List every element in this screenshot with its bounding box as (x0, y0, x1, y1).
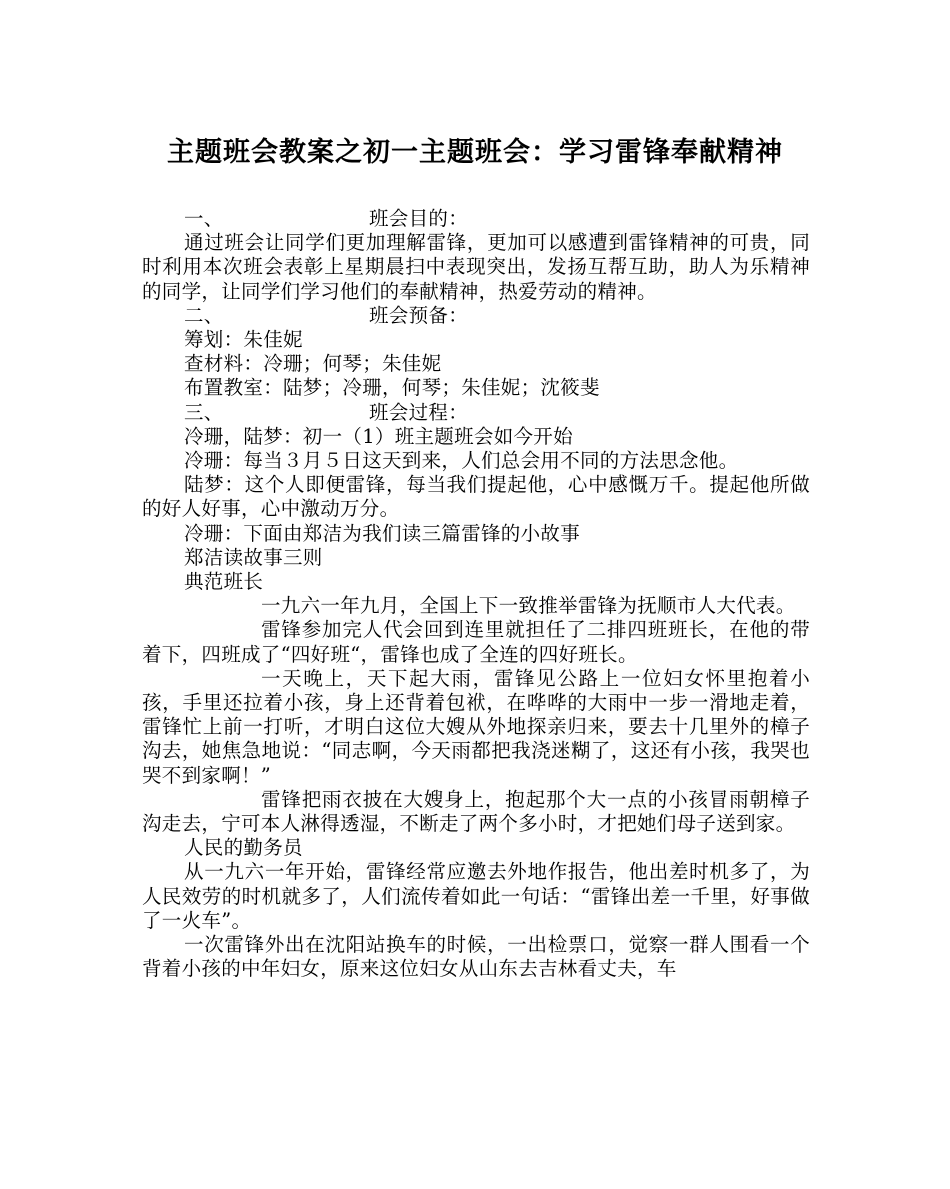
paragraph: 郑洁读故事三则 (184, 545, 323, 569)
story-title: 人民的勤务员 (184, 836, 303, 860)
section-number: 二、 (184, 303, 224, 327)
section-heading-1 (142, 207, 810, 231)
section-heading-3 (142, 401, 810, 425)
section-title: 班会目的： (369, 207, 469, 230)
story-title: 典范班长 (184, 570, 264, 594)
paragraph: 通过班会让同学们更加理解雷锋，更加可以感遭到雷锋精神的可贵，同时利用本次班会表彰上星期晨扫中表现突出，发扬互帮互助，助人为乐精神的同学，让同学们学习他们的奉献精神，热爱劳动的精神。 (142, 231, 810, 303)
paragraph: 冷珊：每当３月５日这天到来，人们总会用不同的方法思念他。 (184, 449, 739, 473)
paragraph: 筹划：朱佳妮 (184, 328, 303, 352)
paragraph: 冷珊：下面由郑洁为我们读三篇雷锋的小故事 (184, 521, 581, 545)
document-body (142, 207, 810, 982)
section-title: 班会过程： (369, 400, 469, 424)
paragraph: 布置教室：陆梦；冷珊，何琴；朱佳妮；沈筱斐 (184, 376, 600, 400)
paragraph: 一次雷锋外出在沈阳站换车的时候，一出检票口，觉察一群人围看一个背着小孩的中年妇女，原来这位妇女从山东去吉林看丈夫，车 (142, 933, 810, 981)
paragraph: 一九六一年九月，全国上下一致推举雷锋为抚顺市人大代表。 (261, 594, 796, 618)
paragraph: 陆梦：这个人即便雷锋，每当我们提起他，心中感慨万千。提起他所做的好人好事，心中激动万分。 (142, 473, 810, 521)
paragraph: 雷锋把雨衣披在大嫂身上，抱起那个大一点的小孩冒雨朝樟子沟走去，宁可本人淋得透湿，不断走了两个多小时，才把她们母子送到家。 (142, 787, 810, 836)
section-heading-2 (142, 304, 810, 328)
section-number: 三、 (184, 400, 224, 424)
section-number: 一、 (184, 207, 224, 230)
document-title: 主题班会教案之初一主题班会：学习雷锋奉献精神 (167, 137, 783, 168)
paragraph: 一天晚上，天下起大雨，雷锋见公路上一位妇女怀里抱着小孩，手里还拉着小孩，身上还背着包袱，在哗哗的大雨中一步一滑地走着，雷锋忙上前一打听，才明白这位大嫂从外地探亲归来，要去十几里外的樟子沟去，她焦急地说：“同志啊，今天雨都把我浇迷糊了，这还有小孩，我哭也哭不到家啊！” (142, 666, 810, 787)
paragraph: 查材料：冷珊；何琴；朱佳妮 (184, 352, 442, 376)
paragraph: 从一九六一年开始，雷锋经常应邀去外地作报告，他出差时机多了，为人民效劳的时机就多了，人们流传着如此一句话：“雷锋出差一千里，好事做了一火车”。 (142, 860, 810, 932)
paragraph: 雷锋参加完人代会回到连里就担任了二排四班班长，在他的带着下，四班成了“四好班“，雷锋也成了全连的四好班长。 (142, 618, 810, 666)
section-title: 班会预备： (369, 303, 469, 327)
paragraph: 冷珊，陆梦：初一（1）班主题班会如今开始 (184, 424, 573, 448)
